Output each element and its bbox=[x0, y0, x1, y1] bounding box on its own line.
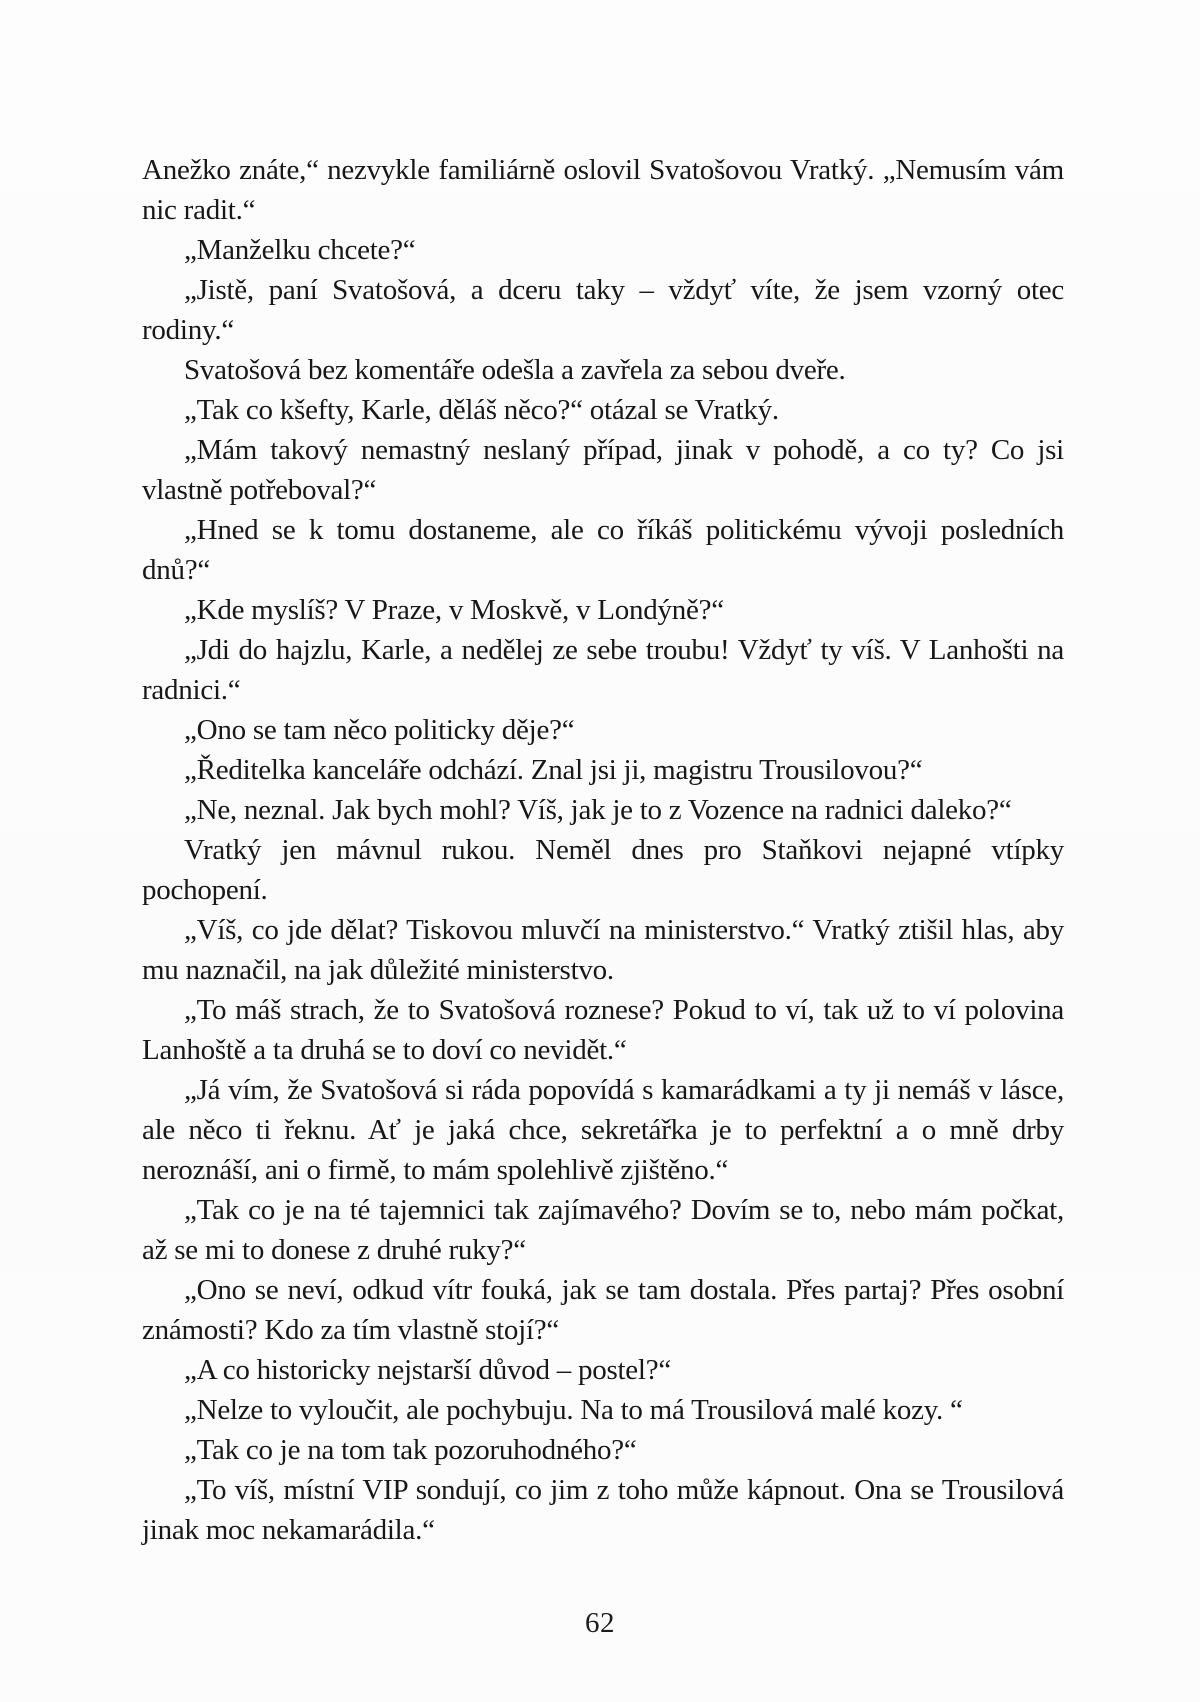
paragraph: „Tak co je na tom tak pozoruhodného?“ bbox=[184, 1434, 637, 1466]
paragraph: „Mám takový nemastný neslaný případ, jinak v pohodě, a co ty? Co jsi vlastně potřeboval?“ bbox=[142, 434, 1064, 506]
paragraph: „Nelze to vyloučit, ale pochybuju. Na to má Trousilová malé kozy. “ bbox=[184, 1394, 963, 1426]
paragraph: Anežko znáte,“ nezvykle familiárně oslovil Svatošovou Vratký. „Nemusím vám nic radit.“ bbox=[142, 154, 1064, 226]
page-number: 62 bbox=[585, 1607, 615, 1639]
paragraph: „Tak co je na té tajemnici tak zajímavého? Dovím se to, nebo mám počkat, až se mi to donese z druhé ruky?“ bbox=[142, 1194, 1064, 1266]
paragraph: „Jistě, paní Svatošová, a dceru taky – vždyť víte, že jsem vzorný otec rodiny.“ bbox=[142, 274, 1064, 346]
paragraph: „Ono se tam něco politicky děje?“ bbox=[184, 714, 575, 746]
body-text-block bbox=[142, 150, 1064, 1550]
paragraph: „Hned se k tomu dostaneme, ale co říkáš politickému vývoji posledních dnů?“ bbox=[142, 514, 1064, 586]
paragraph: „Tak co kšefty, Karle, děláš něco?“ otázal se Vratký. bbox=[184, 394, 779, 426]
paragraph: „To máš strach, že to Svatošová roznese? Pokud to ví, tak už to ví polovina Lanhoště a ta druhá se to doví co nevidět.“ bbox=[142, 994, 1064, 1066]
paragraph: „Jdi do hajzlu, Karle, a nedělej ze sebe troubu! Vždyť ty víš. V Lanhošti na radnici.“ bbox=[142, 634, 1064, 706]
paragraph: „Manželku chcete?“ bbox=[184, 234, 416, 266]
paragraph: „Ředitelka kanceláře odchází. Znal jsi ji, magistru Trousilovou?“ bbox=[184, 754, 923, 786]
paragraph: „Já vím, že Svatošová si ráda popovídá s kamarádkami a ty ji nemáš v lásce, ale něco ti řeknu. Ať je jaká chce, sekretářka je to perfektní a o mně drby neroznáší, ani o firmě, to mám spolehlivě zjištěno.“ bbox=[142, 1074, 1064, 1186]
paragraph: „Kde myslíš? V Praze, v Moskvě, v Londýně?“ bbox=[184, 594, 724, 626]
paragraph: „Ne, neznal. Jak bych mohl? Víš, jak je to z Vozence na radnici daleko?“ bbox=[184, 794, 1012, 826]
paragraph: „To víš, místní VIP sondují, co jim z toho může kápnout. Ona se Trousilová jinak moc nekamarádila.“ bbox=[142, 1474, 1064, 1546]
paragraph: „Víš, co jde dělat? Tiskovou mluvčí na ministerstvo.“ Vratký ztišil hlas, aby mu naznačil, na jak důležité ministerstvo. bbox=[142, 914, 1064, 986]
paragraph: Svatošová bez komentáře odešla a zavřela za sebou dveře. bbox=[184, 354, 846, 386]
paragraph: „A co historicky nejstarší důvod – postel?“ bbox=[184, 1354, 671, 1386]
paragraph: Vratký jen mávnul rukou. Neměl dnes pro Staňkovi nejapné vtípky pochopení. bbox=[142, 834, 1064, 906]
paragraph: „Ono se neví, odkud vítr fouká, jak se tam dostala. Přes partaj? Přes osobní známosti? Kdo za tím vlastně stojí?“ bbox=[142, 1274, 1064, 1346]
